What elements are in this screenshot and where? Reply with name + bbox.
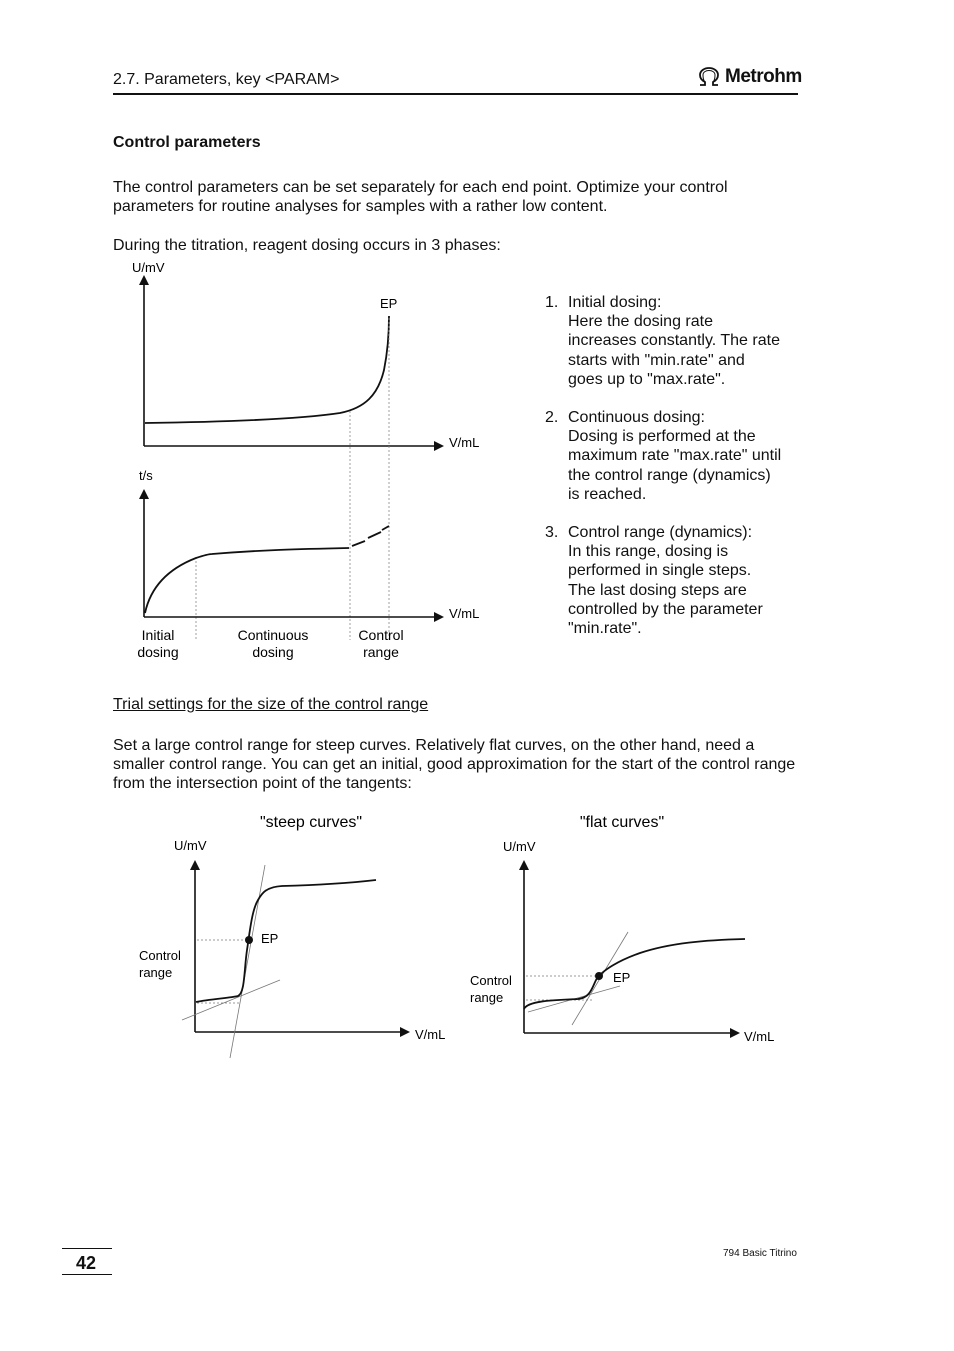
flat-title: "flat curves": [579, 814, 665, 831]
phase-line: goes up to "max.rate".: [568, 370, 726, 388]
flat-ep-marker: [595, 972, 603, 980]
step-segment-3: [382, 526, 389, 530]
phase-line: controlled by the parameter: [568, 600, 763, 618]
phases-list: [545, 293, 805, 657]
step-segment-2: [368, 532, 381, 538]
flat-titration-curve: [524, 939, 745, 1009]
curve-comparison-diagram: [0, 800, 954, 1080]
section-heading: Control parameters: [113, 134, 261, 151]
footer-rule-top: [62, 1248, 112, 1249]
phase-line: In this range, dosing is: [568, 543, 729, 561]
phase-item: [545, 408, 805, 504]
phase-line: Initial dosing:: [568, 294, 662, 311]
steep-ep-label: EP: [261, 931, 279, 946]
phase-line: performed in single steps.: [568, 562, 752, 580]
upper-titration-curve: [145, 316, 389, 423]
brand-name: Metrohm: [725, 66, 802, 87]
phase-line: "min.rate".: [568, 620, 642, 638]
flat-range-line2: range: [470, 990, 504, 1005]
trial-heading: Trial settings for the size of the control range: [113, 696, 429, 713]
phase-line: the control range (dynamics): [568, 466, 771, 484]
region-control-line1: Control: [358, 627, 404, 643]
lower-time-curve: [145, 548, 349, 613]
phase-line: The last dosing steps are: [568, 581, 747, 599]
phase-item: [545, 293, 805, 389]
steep-range-line1: Control: [139, 948, 181, 963]
phases-intro: During the titration, reagent dosing occurs in 3 phases:: [113, 237, 501, 254]
phase-line: is reached.: [568, 485, 647, 503]
phase-line: maximum rate "max.rate" until: [568, 447, 782, 465]
section-title: 2.7. Parameters, key <PARAM>: [113, 71, 340, 88]
flat-ep-label: EP: [613, 970, 631, 985]
phase-number: 3.: [545, 524, 559, 542]
phase-line: Control range (dynamics):: [568, 524, 753, 542]
region-continuous-line1: Continuous: [237, 627, 309, 643]
flat-x-label: V/mL: [744, 1029, 775, 1044]
region-continuous-line2: dosing: [252, 644, 294, 660]
upper-y-label: U/mV: [132, 260, 165, 275]
steep-titration-curve: [196, 880, 376, 1002]
lower-y-label: t/s: [139, 468, 153, 483]
phase-item: [545, 523, 805, 638]
upper-ep-label: EP: [380, 296, 398, 311]
region-control-line2: range: [363, 644, 399, 660]
document-name: 794 Basic Titrino: [723, 1248, 797, 1259]
step-segment-1: [352, 541, 365, 546]
footer-rule-bottom: [62, 1274, 112, 1275]
flat-y-label: U/mV: [503, 839, 536, 854]
steep-tangent-flat: [182, 980, 280, 1020]
steep-y-label: U/mV: [174, 838, 207, 853]
lower-x-label: V/mL: [449, 606, 480, 621]
intro-paragraph: The control parameters can be set separately for each end point. Optimize your control parameters for routine analyses for samples with a rather low content.: [113, 179, 728, 215]
steep-range-line2: range: [139, 965, 173, 980]
phase-number: 2.: [545, 409, 559, 427]
page-number: 42: [76, 1253, 97, 1273]
steep-tangent-steep: [230, 865, 265, 1058]
trial-paragraph: Set a large control range for steep curves. Relatively flat curves, on the other hand, need a smaller control range. You can get an initial, good approximation for the start of the control range from the intersection point of the tangents:: [113, 737, 796, 792]
phase-line: Dosing is performed at the: [568, 428, 756, 446]
phase-line: increases constantly. The rate: [568, 332, 780, 350]
phase-line: starts with "min.rate" and: [568, 351, 745, 369]
steep-x-label: V/mL: [415, 1027, 446, 1042]
phase-line: Continuous dosing:: [568, 409, 705, 427]
region-initial-line2: dosing: [137, 644, 179, 660]
region-initial-line1: Initial: [141, 627, 175, 643]
phase-line: Here the dosing rate: [568, 313, 713, 331]
phase-number: 1.: [545, 294, 559, 311]
steep-title: "steep curves": [259, 814, 363, 831]
steep-ep-marker: [245, 936, 253, 944]
flat-range-line1: Control: [470, 973, 512, 988]
upper-x-label: V/mL: [449, 435, 480, 450]
